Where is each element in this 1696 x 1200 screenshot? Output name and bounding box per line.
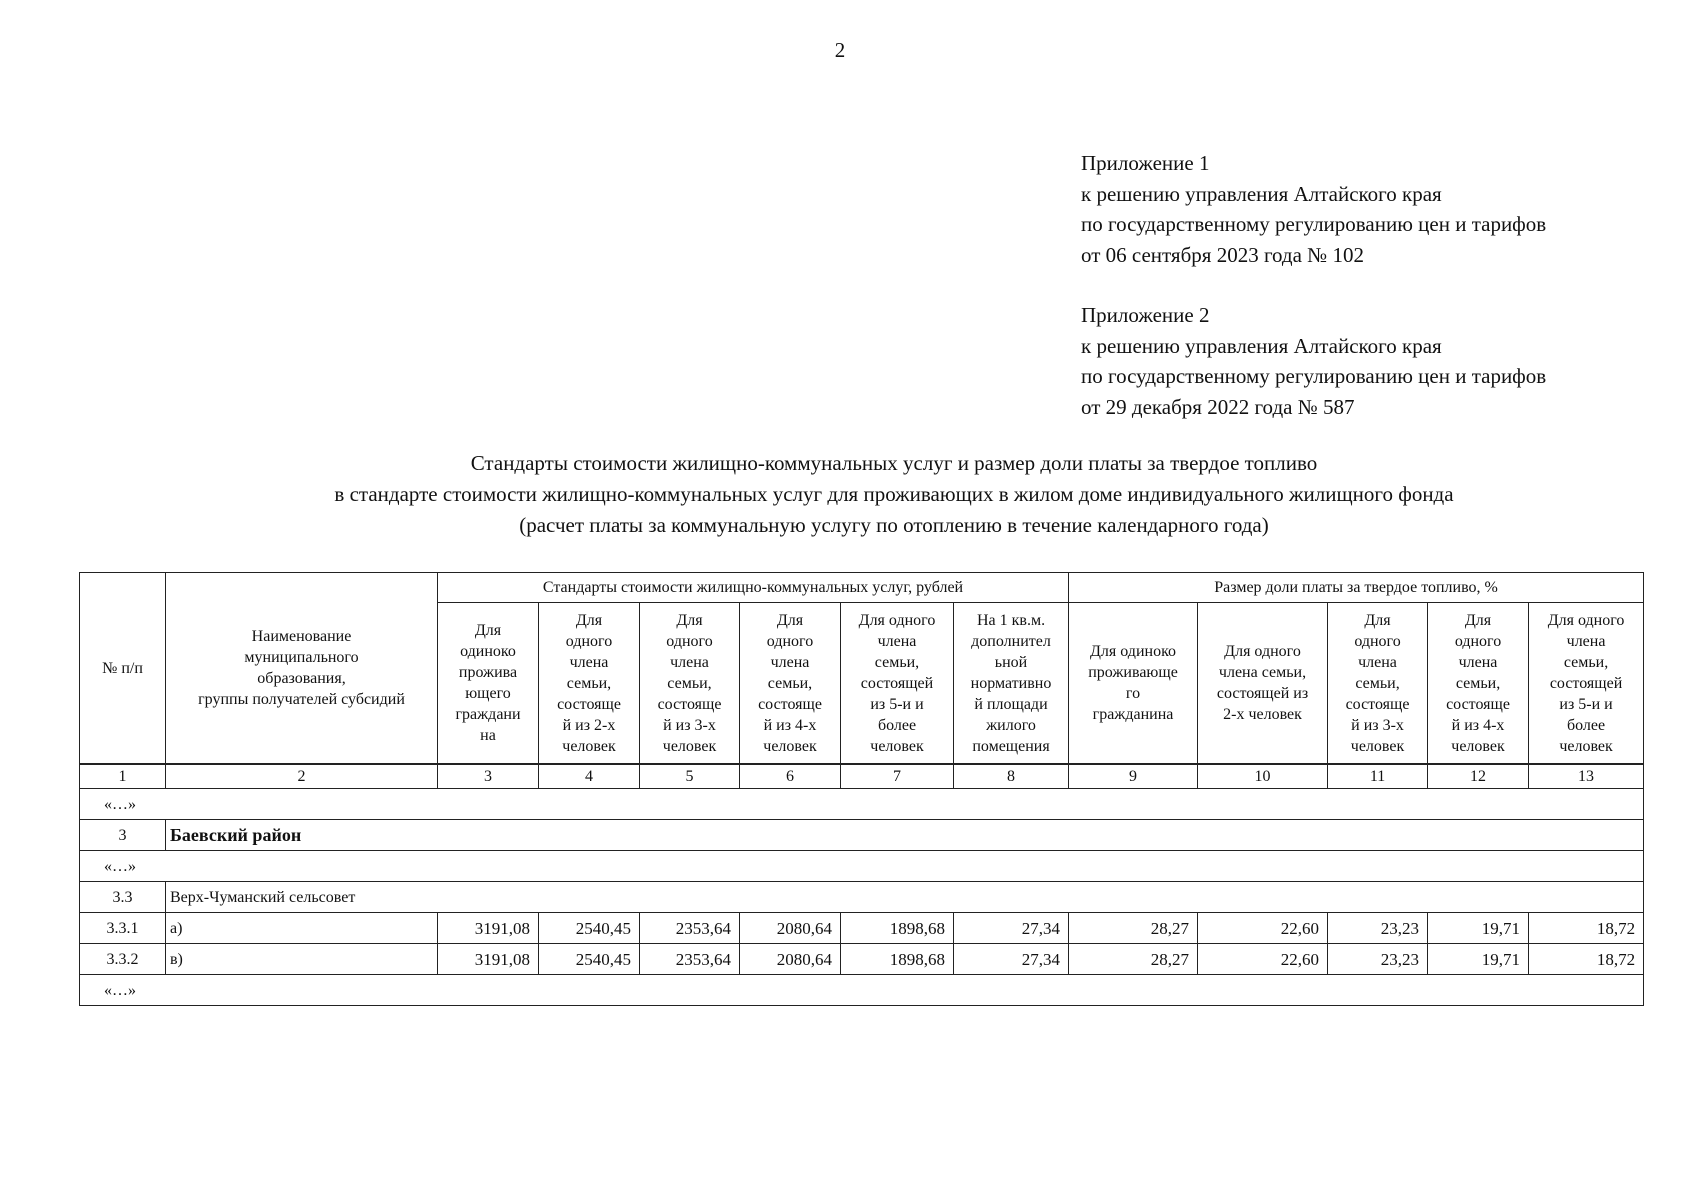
column-number: 8 [954, 764, 1069, 789]
ellipsis-text: «…» [80, 851, 1644, 882]
cell-value: 18,72 [1529, 944, 1644, 975]
sub-header: Для одного члена семьи, состоящей из 2-х человек [1198, 603, 1328, 765]
omitted-rows-marker [80, 789, 1644, 820]
sub-header: Для одного члена семьи, состояще й из 3-х человек [1328, 603, 1428, 765]
cell-value: 2540,45 [539, 913, 640, 944]
council-number: 3.3 [80, 882, 166, 913]
annex-line: Приложение 1 [1081, 151, 1210, 175]
column-number: 11 [1328, 764, 1428, 789]
row-number: 3.3.1 [80, 913, 166, 944]
cell-value: 27,34 [954, 944, 1069, 975]
column-number: 12 [1428, 764, 1529, 789]
region-number: 3 [80, 820, 166, 851]
region-name: Баевский район [166, 820, 1644, 851]
cell-value: 27,34 [954, 913, 1069, 944]
annex-line: от 06 сентября 2023 года № 102 [1081, 242, 1364, 267]
region-row [80, 820, 1644, 851]
cell-value: 2540,45 [539, 944, 640, 975]
column-number: 7 [841, 764, 954, 789]
cell-value: 28,27 [1069, 944, 1198, 975]
column-number-row [80, 764, 1644, 789]
ellipsis-text: «…» [80, 789, 1644, 820]
sub-header: Для одного члена семьи, состоящей из 5-и и более человек [841, 603, 954, 765]
document-title [0, 448, 1696, 541]
column-number: 9 [1069, 764, 1198, 789]
ellipsis-text: «…» [80, 975, 1644, 1006]
title-line: в стандарте стоимости жилищно-коммунальных услуг для проживающих в жилом доме индивидуального жилищного фонда [334, 482, 1454, 506]
column-number: 6 [740, 764, 841, 789]
cell-value: 1898,68 [841, 944, 954, 975]
column-number: 3 [438, 764, 539, 789]
row-name: а) [166, 913, 438, 944]
annex-line: по государственному регулированию цен и тарифов [1081, 364, 1547, 388]
row-name: в) [166, 944, 438, 975]
cell-value: 2353,64 [640, 913, 740, 944]
cell-value: 22,60 [1198, 944, 1328, 975]
cell-value: 23,23 [1328, 944, 1428, 975]
column-number: 13 [1529, 764, 1644, 789]
cell-value: 28,27 [1069, 913, 1198, 944]
title-line: Стандарты стоимости жилищно-коммунальных услуг и размер доли платы за твердое топливо [470, 451, 1318, 475]
page-number: 2 [834, 38, 846, 62]
cell-value: 1898,68 [841, 913, 954, 944]
cell-value: 3191,08 [438, 913, 539, 944]
sub-header: Для одного члена семьи, состояще й из 2-х человек [539, 603, 640, 765]
cell-value: 23,23 [1328, 913, 1428, 944]
col-header-name: Наименование муниципального образования, группы получателей субсидий [166, 573, 438, 765]
row-number: 3.3.2 [80, 944, 166, 975]
annex-line: к решению управления Алтайского края [1081, 181, 1442, 206]
council-row [80, 882, 1644, 913]
cell-value: 2080,64 [740, 944, 841, 975]
col-header-number: № п/п [80, 573, 166, 765]
cell-value: 3191,08 [438, 944, 539, 975]
table-row [80, 913, 1644, 944]
sub-header: Для одного члена семьи, состояще й из 4-х человек [1428, 603, 1529, 765]
column-number: 2 [166, 764, 438, 789]
annex-line: к решению управления Алтайского края [1081, 333, 1442, 358]
column-number: 4 [539, 764, 640, 789]
omitted-rows-marker [80, 975, 1644, 1006]
annex-line: Приложение 2 [1081, 303, 1210, 327]
group-header-fuel-share: Размер доли платы за твердое топливо, % [1069, 573, 1644, 603]
cell-value: 19,71 [1428, 944, 1529, 975]
column-number: 5 [640, 764, 740, 789]
sub-header: Для одиноко проживающе го гражданина [1069, 603, 1198, 765]
sub-header: Для одного члена семьи, состояще й из 3-х человек [640, 603, 740, 765]
sub-header: На 1 кв.м. дополнител ьной нормативно й площади жилого помещения [954, 603, 1069, 765]
cell-value: 2080,64 [740, 913, 841, 944]
council-name: Верх-Чуманский сельсовет [166, 882, 1644, 913]
standards-table [79, 572, 1644, 1006]
omitted-rows-marker [80, 851, 1644, 882]
sub-header: Для одного члена семьи, состояще й из 4-х человек [740, 603, 841, 765]
table-row [80, 944, 1644, 975]
sub-header: Для одиноко прожива ющего граждани на [438, 603, 539, 765]
annex-line: от 29 декабря 2022 года № 587 [1081, 394, 1355, 419]
annex-2-block [1081, 300, 1546, 422]
column-number: 1 [80, 764, 166, 789]
cell-value: 18,72 [1529, 913, 1644, 944]
annex-line: по государственному регулированию цен и тарифов [1081, 212, 1547, 236]
column-number: 10 [1198, 764, 1328, 789]
cell-value: 22,60 [1198, 913, 1328, 944]
sub-header: Для одного члена семьи, состоящей из 5-и и более человек [1529, 603, 1644, 765]
cell-value: 19,71 [1428, 913, 1529, 944]
cell-value: 2353,64 [640, 944, 740, 975]
title-line: (расчет платы за коммунальную услугу по отоплению в течение календарного года) [519, 513, 1269, 537]
annex-1-block [1081, 148, 1546, 270]
group-header-standards: Стандарты стоимости жилищно-коммунальных услуг, рублей [438, 573, 1069, 603]
